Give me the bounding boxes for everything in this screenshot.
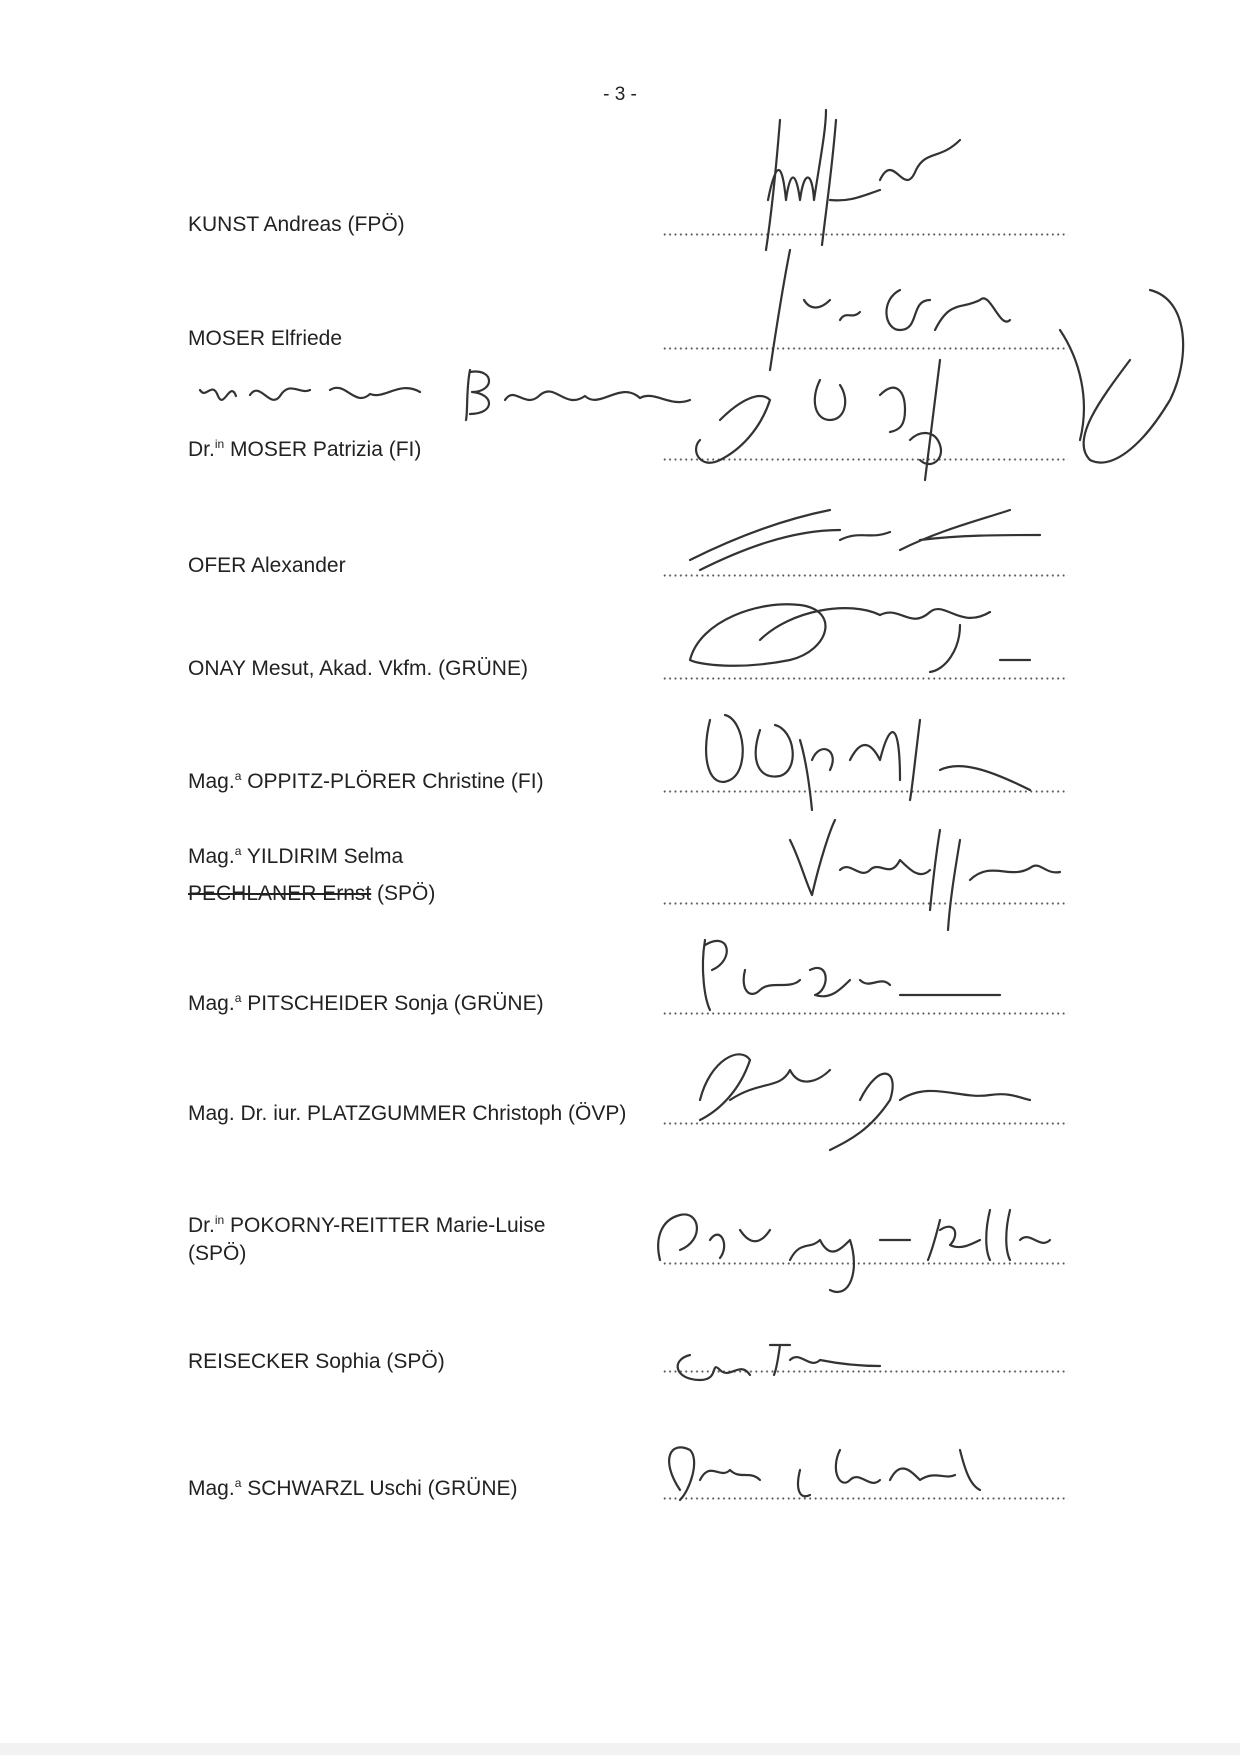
member-name-pechlaner-struck: PECHLANER Ernst (SPÖ) [188,882,436,905]
member-name-yildirim: Mag.$^a$ YILDIRIM Selma [188,844,404,868]
signature-pitscheider [703,940,1000,1010]
member-name-platzgummer: Mag. Dr. iur. PLATZGUMMER Christoph (ÖVP) [188,1102,627,1125]
member-name-ofer: OFER Alexander [188,554,346,577]
member-name-oppitz-ploerer: Mag.$^a$ OPPITZ-PLÖRER Christine (FI) [188,769,544,793]
signature-line [662,1497,1068,1500]
member-name-pokorny-reitter: Dr.$^{in}$ POKORNY-REITTER Marie-Luise [188,1213,546,1237]
member-name-schwarzl: Mag.$^a$ SCHWARZL Uschi (GRÜNE) [188,1476,518,1500]
signature-ofer [690,510,1040,570]
signature-kunst [766,110,960,250]
signature-line [662,1370,1068,1373]
page-number: - 3 - [603,84,637,105]
signature-platzgummer [700,1054,1030,1150]
signature-line [662,1122,1068,1125]
scan-edge [0,1743,1240,1755]
signature-line [662,1012,1068,1015]
signature-line [662,233,1068,236]
signature-reisecker [678,1345,880,1380]
signature-line [662,790,1068,793]
signature-line [662,347,1068,350]
member-name-kunst: KUNST Andreas (FPÖ) [188,213,405,236]
member-name-reisecker: REISECKER Sophia (SPÖ) [188,1350,445,1373]
member-name-pitscheider: Mag.$^a$ PITSCHEIDER Sonja (GRÜNE) [188,991,544,1015]
signature-line [662,902,1068,905]
signature-oppitz-ploerer [706,715,1030,810]
signature-line [662,458,1068,461]
member-name-moser-patrizia: Dr.$^{in}$ MOSER Patrizia (FI) [188,437,422,461]
signature-onay [690,604,1030,672]
signature-yildirim [790,820,1060,930]
member-name-onay: ONAY Mesut, Akad. Vkfm. (GRÜNE) [188,657,528,680]
signature-schwarzl [669,1447,980,1500]
member-name-pokorny-party: (SPÖ) [188,1242,247,1265]
signature-pokorny-reitter [658,1210,1050,1292]
signature-line [662,574,1068,577]
signature-moser-elfriede [770,250,1010,370]
signature-line [662,677,1068,680]
signature-line [662,1262,1068,1265]
member-name-moser-elfriede: MOSER Elfriede [188,327,343,350]
